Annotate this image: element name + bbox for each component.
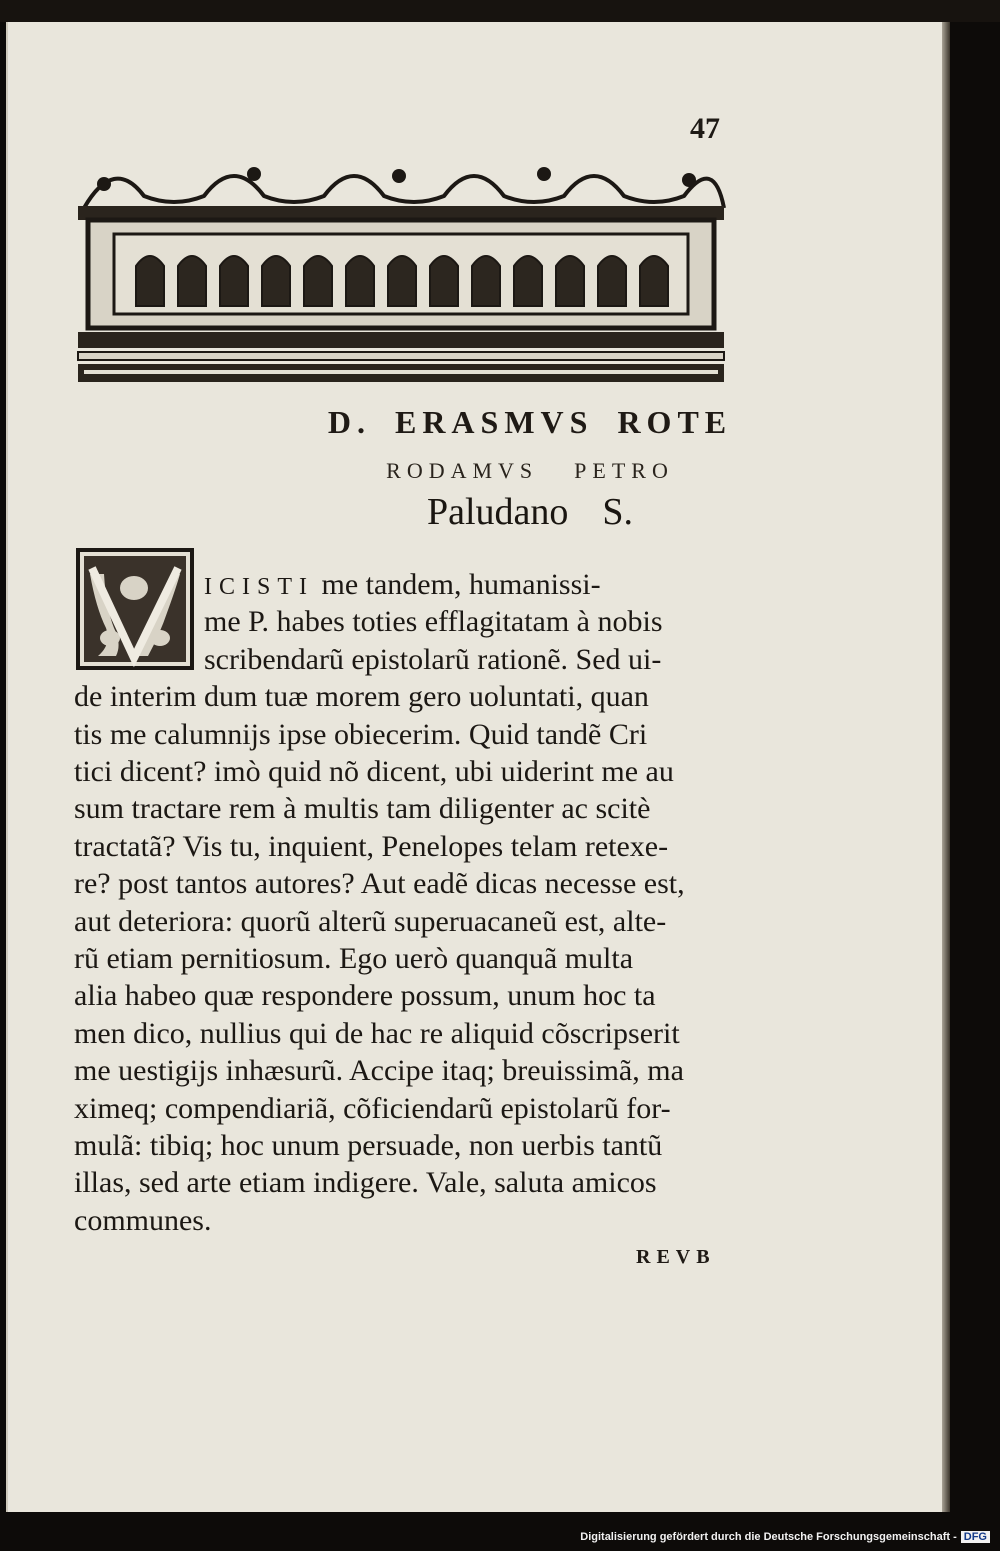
text-line [74, 865, 685, 903]
headpiece-ornament [74, 156, 728, 388]
line-text: alia habeo quæ respondere possum, unum hoc ta [74, 979, 656, 1013]
line-text: mulã: tibiq; hoc unum persuade, non uerbis tantũ [74, 1129, 663, 1162]
text-line [74, 940, 633, 978]
line-text: me P. habes toties efflagitatam à nobis [204, 605, 663, 639]
heading-word: PETRO [574, 458, 674, 483]
text-line [74, 1127, 662, 1165]
heading-word: ERASMVS [394, 404, 594, 440]
heading-word: S. [602, 491, 634, 533]
line-text: me uestigijs inhæsurũ. Accipe itaq; breuissimã, ma [74, 1054, 684, 1088]
text-line [204, 566, 601, 606]
line-text: rũ etiam pernitiosum. Ego uerò quanquã multa [74, 942, 634, 975]
text-line [74, 1164, 657, 1202]
page-edge [942, 22, 950, 1512]
heading-word: RODAMVS [386, 458, 539, 483]
heading-line-3 [0, 490, 1000, 534]
line-text: tis me calumnijs ipse obiecerim. Quid tandẽ Cri [74, 717, 648, 751]
line-text: scribendarũ epistolarũ rationẽ. Sed ui- [204, 642, 662, 676]
scan-top-shadow [0, 0, 1000, 22]
line-text: me tandem, humanissi- [314, 568, 601, 601]
text-line [74, 1090, 671, 1128]
text-line [74, 903, 666, 941]
line-text: tici dicent? imò quid nõ dicent, ubi uiderint me au [74, 755, 674, 788]
heading-word: D. [327, 404, 371, 440]
text-line [74, 977, 656, 1015]
line-text: aut deteriora: quorũ alterũ superuacaneũ est, alte- [74, 904, 667, 938]
line-text: re? post tantos autores? Aut eadẽ dicas necesse est, [74, 867, 685, 901]
heading-word: Paludano [426, 491, 569, 533]
line-text: communes. [74, 1203, 212, 1237]
page-number: 47 [690, 112, 720, 145]
text-line [74, 1015, 680, 1053]
catchword: REVB [636, 1246, 716, 1268]
dfg-logo: DFG [961, 1531, 990, 1543]
line-text: illas, sed arte etiam indigere. Vale, saluta amicos [74, 1166, 657, 1200]
line-text: sum tractare rem à multis tam diligenter ac scitè [74, 792, 651, 826]
text-line [204, 641, 661, 679]
small-caps-word: ICISTI [204, 574, 314, 600]
credit-text: Digitalisierung gefördert durch die Deutsche Forschungsgemeinschaft - [580, 1531, 957, 1543]
digitization-credit [580, 1531, 990, 1543]
text-line [74, 1052, 684, 1090]
text-line [204, 603, 663, 641]
heading-line-1 [0, 404, 1000, 441]
line-text: de interim dum tuæ morem gero uoluntati, quan [74, 680, 649, 714]
decorated-initial-v [76, 548, 194, 670]
text-line [74, 828, 668, 866]
text-line [74, 790, 650, 828]
heading-line-2 [0, 458, 1000, 484]
text-line [74, 1202, 211, 1240]
text-line [74, 678, 649, 716]
line-text: men dico, nullius qui de hac re aliquid cõscripserit [74, 1016, 680, 1050]
heading-word: ROTE [617, 404, 733, 440]
line-text: tractatã? Vis tu, inquient, Penelopes telam retexe- [74, 829, 669, 863]
line-text: ximeq; compendiariã, cõficiendarũ epistolarũ for- [74, 1091, 671, 1125]
text-line [74, 753, 674, 791]
text-line [74, 716, 647, 754]
